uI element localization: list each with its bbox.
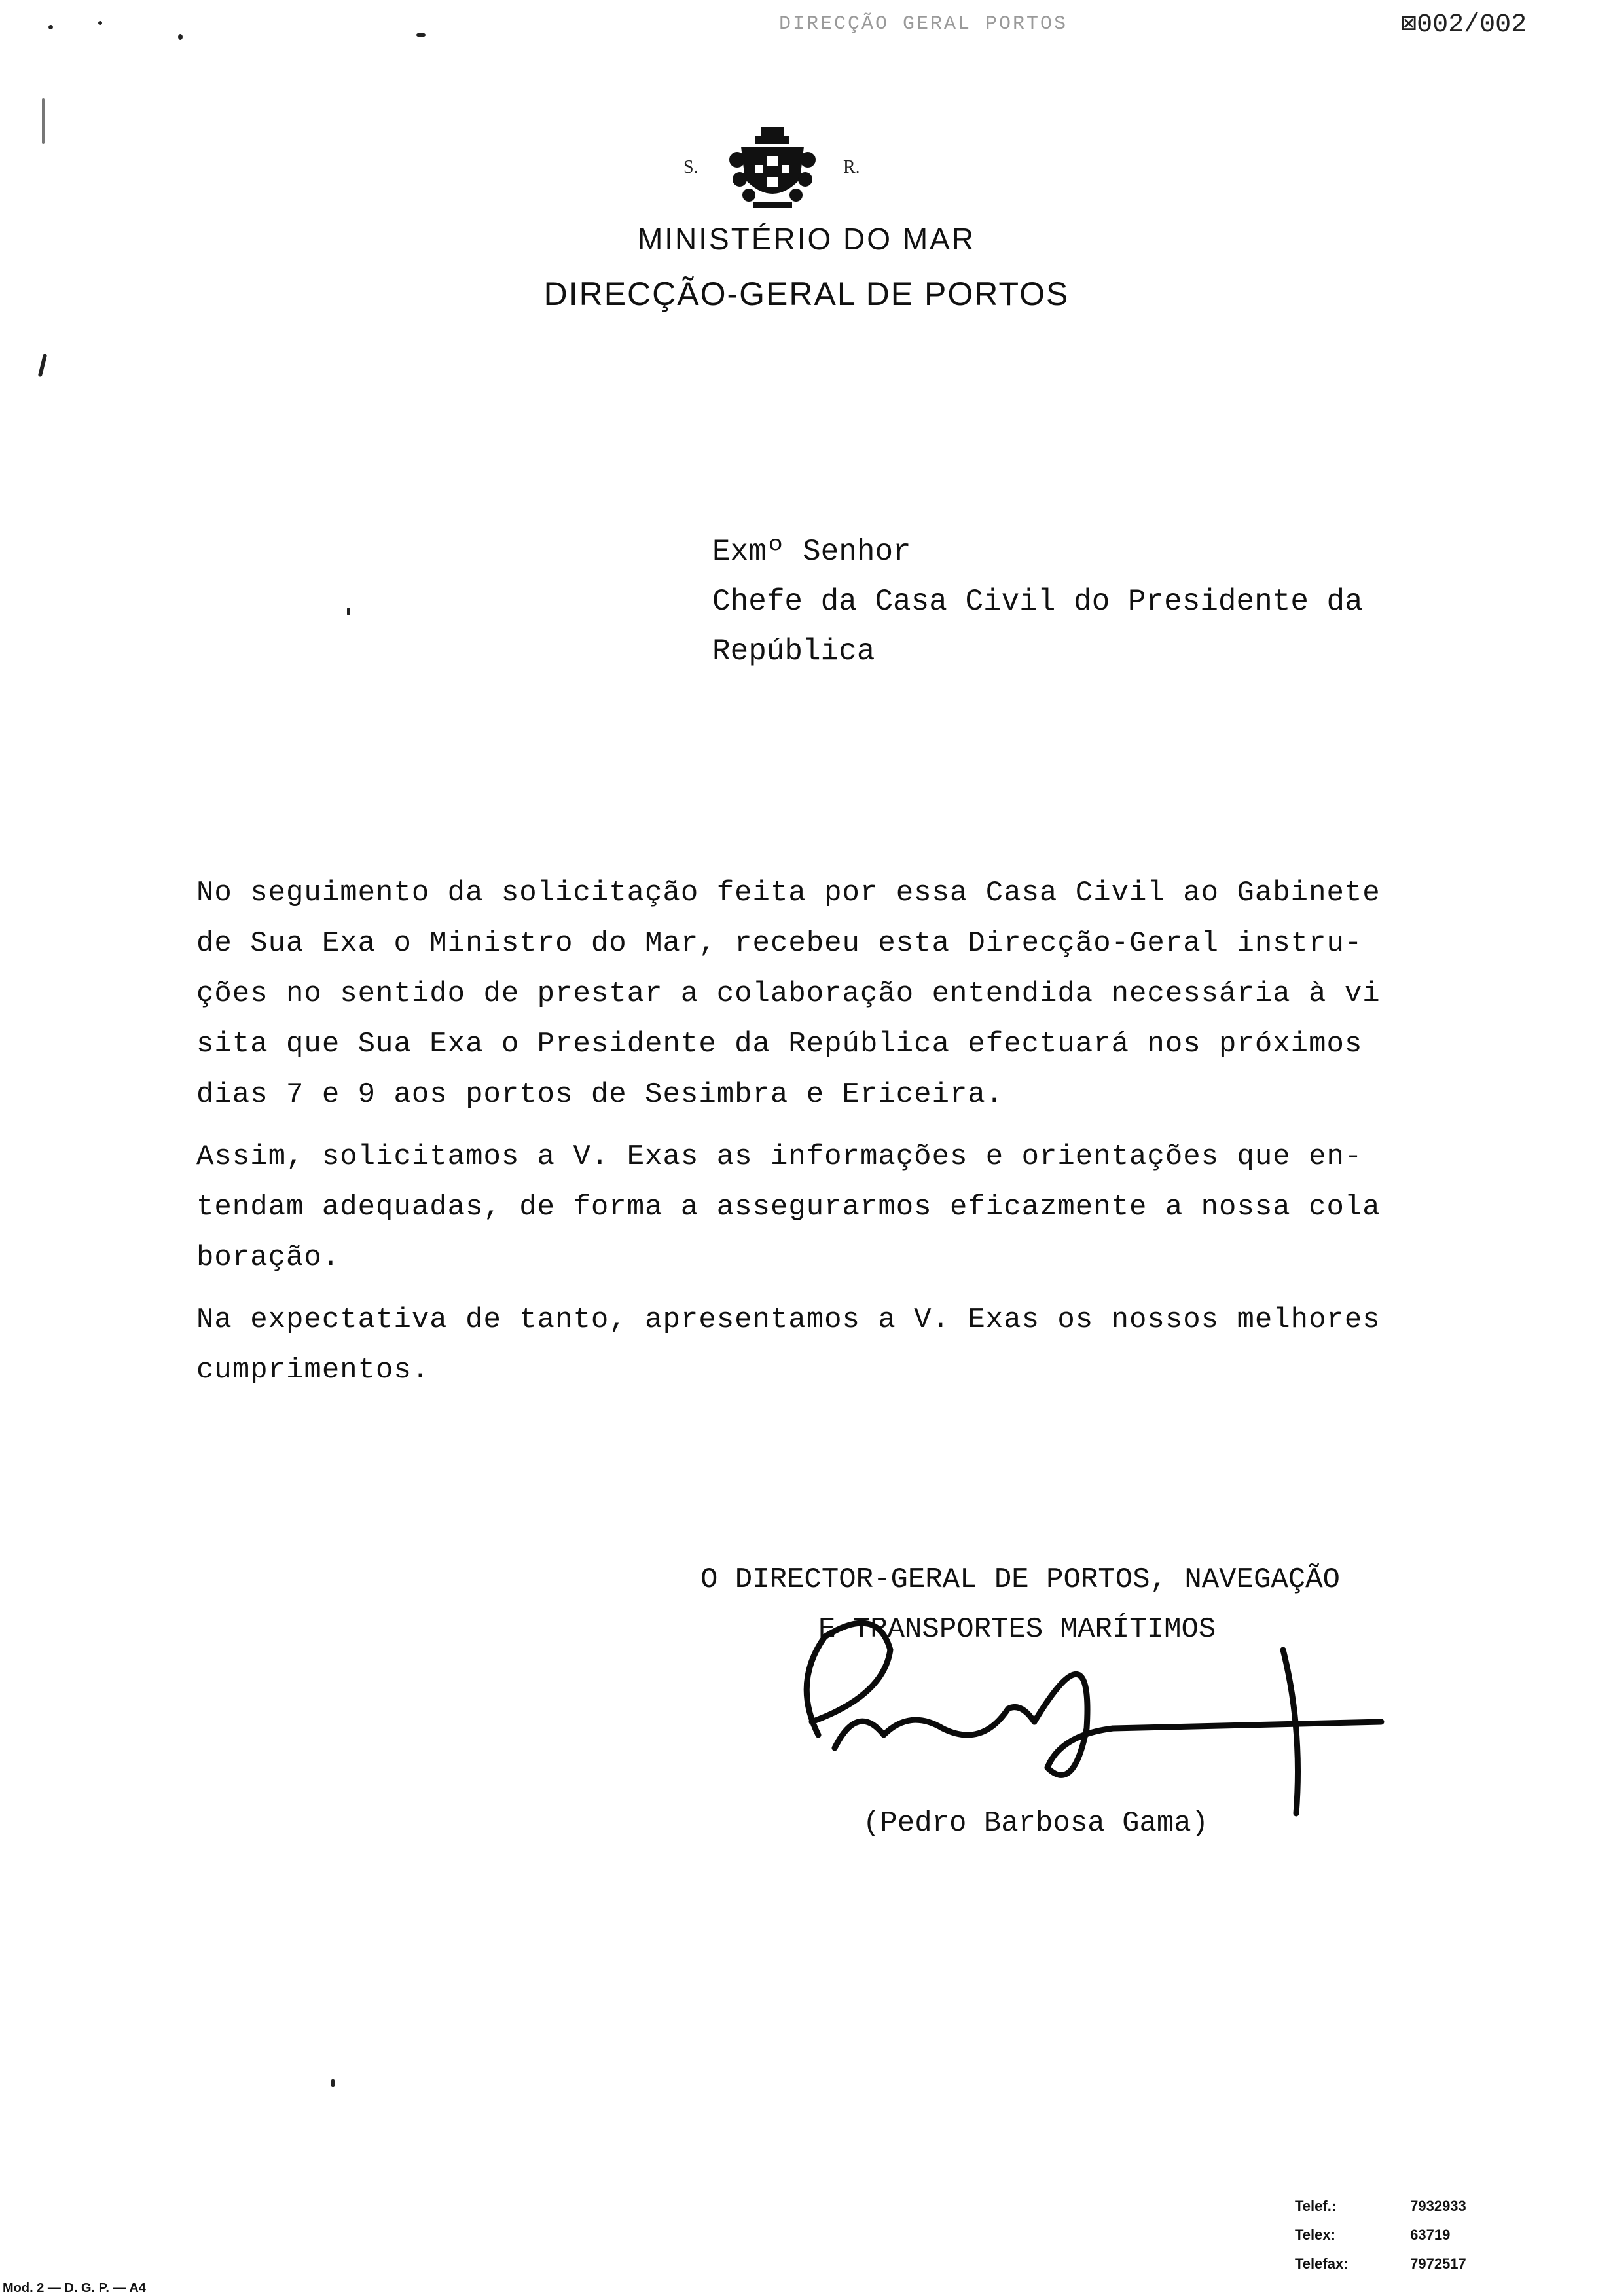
contact-label: Telef.: xyxy=(1295,2198,1337,2214)
contact-telefax xyxy=(1295,2250,1466,2278)
paragraph xyxy=(196,1295,1499,1396)
scan-speck xyxy=(48,25,53,29)
recipient-line: Chefe da Casa Civil do Presidente da xyxy=(712,585,1363,619)
text-line: No seguimento da solicitação feita por essa Casa Civil ao Gabinete xyxy=(196,877,1381,909)
form-code: Mod. 2 — D. G. P. — A4 xyxy=(3,2281,146,2295)
text-line: Na expectativa de tanto, apresentamos a V. Exas os nossos melhores xyxy=(196,1303,1381,1336)
paragraph xyxy=(196,868,1499,1120)
signer-name: (Pedro Barbosa Gama) xyxy=(863,1807,1209,1840)
margin-mark xyxy=(38,354,48,377)
fax-header xyxy=(0,5,1613,45)
crest-letter-right: R. xyxy=(843,157,860,177)
recipient-salutation: Exmº Senhor xyxy=(712,535,911,569)
letter-body xyxy=(196,868,1499,1408)
scan-speck xyxy=(416,33,426,37)
text-line: sita que Sua Exa o Presidente da República efectuará nos próximos xyxy=(196,1028,1363,1061)
fax-page-marker: ⊠002/002 xyxy=(1401,10,1527,40)
signer-title: E TRANSPORTES MARÍTIMOS xyxy=(818,1613,1216,1646)
recipient-line: República xyxy=(712,634,875,668)
paragraph xyxy=(196,1132,1499,1283)
text-line: tendam adequadas, de forma a assegurarmos eficazmente a nossa cola xyxy=(196,1191,1381,1224)
contact-value: 63719 xyxy=(1410,2227,1451,2243)
contact-phone xyxy=(1295,2192,1466,2221)
coat-of-arms-icon xyxy=(727,124,818,216)
text-line: dias 7 e 9 aos portos de Sesimbra e Ericeira. xyxy=(196,1078,1004,1111)
scan-speck xyxy=(331,2079,335,2087)
text-line: Assim, solicitamos a V. Exas as informações e orientações que en- xyxy=(196,1140,1363,1173)
margin-mark xyxy=(42,98,45,144)
contact-label: Telex: xyxy=(1295,2227,1335,2243)
scan-speck xyxy=(98,21,102,25)
scan-speck xyxy=(178,34,183,40)
contact-block xyxy=(1295,2192,1466,2278)
ministry-name: MINISTÉRIO DO MAR xyxy=(637,222,976,256)
text-line: cumprimentos. xyxy=(196,1354,430,1387)
contact-value: 7932933 xyxy=(1410,2198,1466,2214)
text-line: boração. xyxy=(196,1241,340,1274)
contact-telex xyxy=(1295,2221,1466,2250)
signer-title: O DIRECTOR-GERAL DE PORTOS, NAVEGAÇÃO xyxy=(700,1563,1340,1596)
scan-speck xyxy=(347,608,350,615)
recipient-address xyxy=(712,527,1363,676)
contact-label: Telefax: xyxy=(1295,2255,1349,2272)
contact-value: 7972517 xyxy=(1410,2255,1466,2272)
fax-header-sender: DIRECÇÃO GERAL PORTOS xyxy=(779,13,1068,35)
text-line: ções no sentido de prestar a colaboração entendida necessária à vi xyxy=(196,977,1381,1010)
department-name: DIRECÇÃO-GERAL DE PORTOS xyxy=(543,276,1070,312)
crest-letter-left: S. xyxy=(683,157,698,177)
text-line: de Sua Exa o Ministro do Mar, recebeu esta Direcção-Geral instru- xyxy=(196,927,1363,960)
